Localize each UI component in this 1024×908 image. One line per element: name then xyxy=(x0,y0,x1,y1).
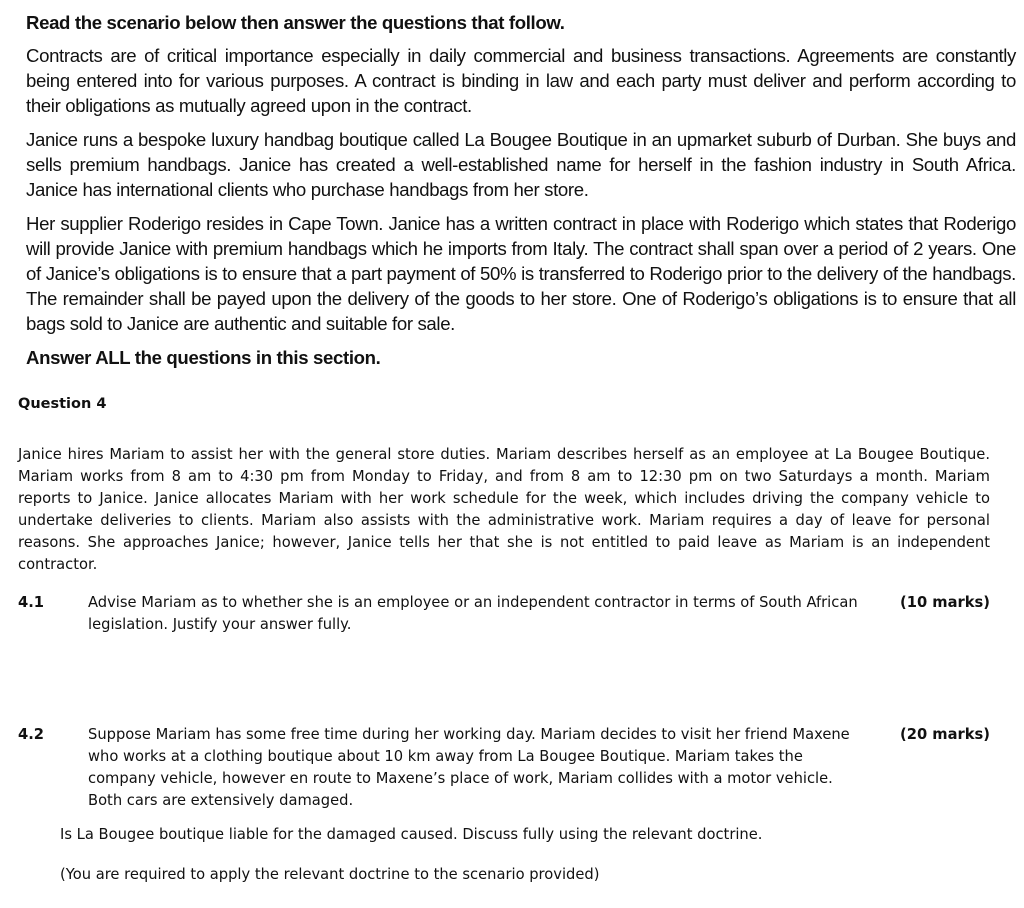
subquestion-marks: (20 marks) xyxy=(900,726,990,743)
scenario-section xyxy=(26,10,1016,370)
subquestion-text: Advise Mariam as to whether she is an employee or an independent contractor in terms of South African legislation. Justify your answer fully. xyxy=(88,594,858,633)
scenario-paragraph-roderigo: Her supplier Roderigo resides in Cape Town. Janice has a written contract in place with Roderigo which states that Roderigo will provide Janice with premium handbags which he imports from Italy. The contract shall span over a period of 2 years. One of Janice’s obligations is to ensure that a part payment of 50% is transferred to Roderigo prior to the delivery of the handbags. The remainder shall be payed upon the delivery of the goods to her store. One of Roderigo’s obligations is to ensure that all bags sold to Janice are authentic and suitable for sale. xyxy=(26,213,1016,334)
subquestion-marks: (10 marks) xyxy=(900,594,990,611)
answer-all-instruction: Answer ALL the questions in this section. xyxy=(26,347,381,368)
scenario-paragraph-contracts: Contracts are of critical importance especially in daily commercial and business transactions. Agreements are constantly being entered into for various purposes. A contract is binding in law and each party must deliver and perform according to their obligations as mutually agreed upon in the contract. xyxy=(26,45,1016,116)
scenario-heading: Read the scenario below then answer the questions that follow. xyxy=(26,12,565,33)
question-intro: Janice hires Mariam to assist her with the general store duties. Mariam describes herself as an employee at La Bougee Boutique. Mariam works from 8 am to 4:30 pm from Monday to Friday, and from 8 am to 12:30 pm on two Saturdays a month. Mariam reports to Janice. Janice allocates Mariam with her work schedule for the week, which includes driving the company vehicle to undertake deliveries to clients. Mariam also assists with the administrative work. Mariam requires a day of leave for personal reasons. She approaches Janice; however, Janice tells her that she is not entitled to paid leave as Mariam is an independent contractor. xyxy=(18,446,990,573)
subquestion-4-2-note: (You are required to apply the relevant doctrine to the scenario provided) xyxy=(60,866,600,883)
scenario-paragraph-janice: Janice runs a bespoke luxury handbag boutique called La Bougee Boutique in an upmarket suburb of Durban. She buys and sells premium handbags. Janice has created a well-established name for herself in the fashion industry in South Africa. Janice has international clients who purchase handbags from her store. xyxy=(26,129,1016,200)
subquestion-number: 4.1 xyxy=(18,594,45,611)
question-heading: Question 4 xyxy=(18,396,107,412)
subquestion-4-2-prompt: Is La Bougee boutique liable for the damaged caused. Discuss fully using the relevant doctrine. xyxy=(60,826,763,843)
subquestion-number: 4.2 xyxy=(18,726,45,743)
subquestion-text: Suppose Mariam has some free time during her working day. Mariam decides to visit her friend Maxene who works at a clothing boutique about 10 km away from La Bougee Boutique. Mariam takes the company vehicle, however en route to Maxene’s place of work, Mariam collides with a motor vehicle. Both cars are extensively damaged. xyxy=(88,726,850,809)
